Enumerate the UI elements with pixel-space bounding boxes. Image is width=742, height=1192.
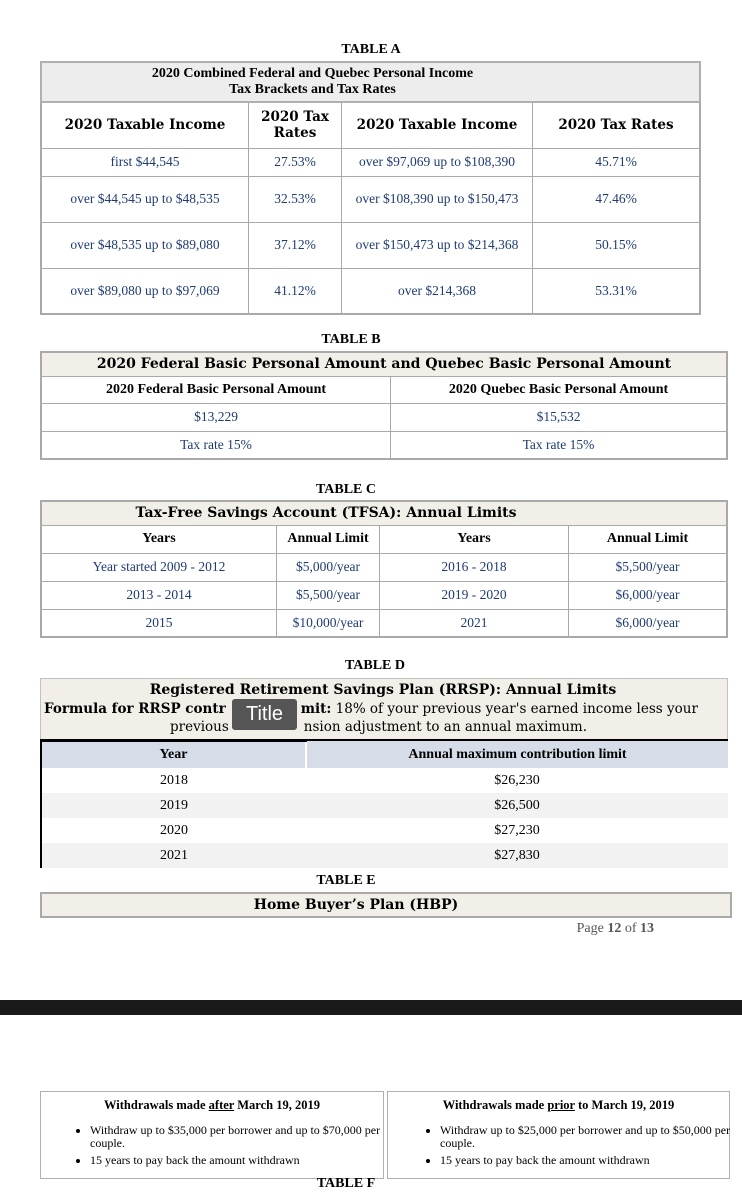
table-cell: over $108,390 up to $150,473: [342, 176, 533, 222]
table-row: [41, 553, 727, 581]
table-cell: $5,500/year: [277, 581, 380, 609]
table-d-formula: [44, 700, 734, 736]
table-row: [41, 768, 728, 793]
table-d-header: Annual maximum contribution limit: [306, 741, 728, 768]
table-cell: 2020: [41, 818, 306, 843]
table-a-title-line1: 2020 Combined Federal and Quebec Personal Income: [151, 66, 474, 81]
table-c-header: Years: [380, 525, 569, 553]
table-cell: 2019: [41, 793, 306, 818]
table-cell: over $150,473 up to $214,368: [342, 222, 533, 268]
table-c-header: Years: [41, 525, 277, 553]
table-a-header: 2020 Tax Rates: [533, 102, 701, 148]
table-row: [41, 268, 700, 314]
table-cell: $27,230: [494, 822, 540, 838]
table-cell: $26,230: [494, 772, 540, 788]
table-cell: Tax rate 15%: [41, 431, 391, 459]
page-number: [577, 921, 654, 937]
table-row: [41, 843, 728, 868]
hbp-prior-heading: Withdrawals made prior to March 19, 2019: [442, 1098, 675, 1112]
page-label: Page: [576, 921, 604, 936]
table-c-header: Annual Limit: [569, 525, 728, 553]
table-d-header: Year: [41, 741, 306, 768]
table-cell: 45.71%: [533, 148, 701, 176]
table-cell: 2021: [380, 609, 569, 637]
page-of: of: [624, 921, 637, 936]
table-cell: over $214,368: [342, 268, 533, 314]
table-b: [40, 351, 728, 460]
table-cell: Year started 2009 - 2012: [41, 553, 277, 581]
table-cell: 2018: [41, 768, 306, 793]
table-c-caption: TABLE C: [315, 482, 377, 497]
table-row: [41, 609, 727, 637]
table-cell: $10,000/year: [277, 609, 380, 637]
table-row: [41, 148, 700, 176]
formula-line2-end: nsion adjustment to an annual maximum.: [303, 719, 587, 735]
table-cell: $13,229: [41, 403, 391, 431]
table-cell: 37.12%: [249, 222, 342, 268]
table-c: [40, 500, 728, 638]
table-cell: 2019 - 2020: [380, 581, 569, 609]
table-b-caption: TABLE B: [321, 332, 381, 347]
table-cell: 41.12%: [249, 268, 342, 314]
table-a-header: 2020 Taxable Income: [342, 102, 533, 148]
table-cell: $15,532: [391, 403, 728, 431]
table-cell: over $48,535 up to $89,080: [41, 222, 249, 268]
table-e-title-text: Home Buyer’s Plan (HBP): [253, 897, 459, 913]
table-d: [40, 740, 728, 868]
formula-label-end: mit:: [300, 701, 332, 717]
list-item: • Withdraw up to $35,000 per borrower and up to $70,000 per couple.: [90, 1124, 410, 1150]
table-cell: over $44,545 up to $48,535: [41, 176, 249, 222]
table-a: [40, 61, 701, 315]
table-cell: 27.53%: [249, 148, 342, 176]
table-cell: 47.46%: [533, 176, 701, 222]
table-f-caption: TABLE F: [316, 1176, 376, 1191]
table-cell: Tax rate 15%: [391, 431, 728, 459]
table-cell: over $97,069 up to $108,390: [342, 148, 533, 176]
list-item: • Withdraw up to $25,000 per borrower and up to $50,000 per couple.: [440, 1124, 742, 1150]
table-cell: 50.15%: [533, 222, 701, 268]
formula-text: 18% of your previous year's earned income less your: [331, 701, 698, 717]
table-cell: $5,500/year: [569, 553, 728, 581]
table-cell: $26,500: [494, 797, 540, 813]
page-total: 13: [640, 921, 654, 936]
table-row: [41, 222, 700, 268]
table-a-header: 2020 Taxable Income: [41, 102, 249, 148]
hbp-prior-list: [386, 1124, 742, 1167]
table-a-title: [41, 62, 700, 102]
table-c-header: Annual Limit: [277, 525, 380, 553]
table-cell: 2021: [41, 843, 306, 868]
table-d-title: Registered Retirement Savings Plan (RRSP): Annual Limits: [149, 682, 617, 698]
list-item: • 15 years to pay back the amount withdrawn: [440, 1154, 742, 1167]
table-cell: $5,000/year: [277, 553, 380, 581]
table-cell: 2015: [41, 609, 277, 637]
table-a-caption: TABLE A: [341, 42, 401, 57]
table-a-title-line2: Tax Brackets and Tax Rates: [229, 82, 396, 97]
table-cell: 32.53%: [249, 176, 342, 222]
table-cell: 2013 - 2014: [41, 581, 277, 609]
table-b-title: 2020 Federal Basic Personal Amount and Quebec Basic Personal Amount: [41, 352, 727, 376]
table-cell: $6,000/year: [569, 581, 728, 609]
table-b-header: 2020 Quebec Basic Personal Amount: [391, 376, 728, 403]
formula-label: Formula for RRSP contr: [44, 701, 226, 717]
table-a-header: 2020 Tax Rates: [249, 102, 342, 148]
page-divider: [0, 1000, 742, 1015]
formula-line2-start: previous: [170, 719, 229, 735]
table-row: [41, 431, 727, 459]
table-d-caption: TABLE D: [344, 658, 406, 673]
hbp-after-list: [38, 1124, 410, 1167]
table-e-caption: TABLE E: [316, 873, 376, 888]
table-c-title: Tax-Free Savings Account (TFSA): Annual Limits: [41, 501, 727, 525]
table-cell: over $89,080 up to $97,069: [41, 268, 249, 314]
hbp-after-heading: Withdrawals made after March 19, 2019: [104, 1098, 320, 1112]
table-e-title: [40, 892, 732, 918]
table-row: [41, 581, 727, 609]
table-b-header: 2020 Federal Basic Personal Amount: [41, 376, 391, 403]
table-cell: first $44,545: [41, 148, 249, 176]
page-current: 12: [607, 921, 622, 936]
table-row: [41, 793, 728, 818]
list-item: • 15 years to pay back the amount withdrawn: [90, 1154, 410, 1167]
table-row: [41, 818, 728, 843]
title-tooltip: Title: [232, 699, 297, 730]
table-cell: $6,000/year: [569, 609, 728, 637]
table-cell: $27,830: [494, 847, 540, 863]
table-d-top-rule: [40, 739, 728, 741]
table-cell: 2016 - 2018: [380, 553, 569, 581]
table-row: [41, 403, 727, 431]
table-row: [41, 176, 700, 222]
table-cell: 53.31%: [533, 268, 701, 314]
